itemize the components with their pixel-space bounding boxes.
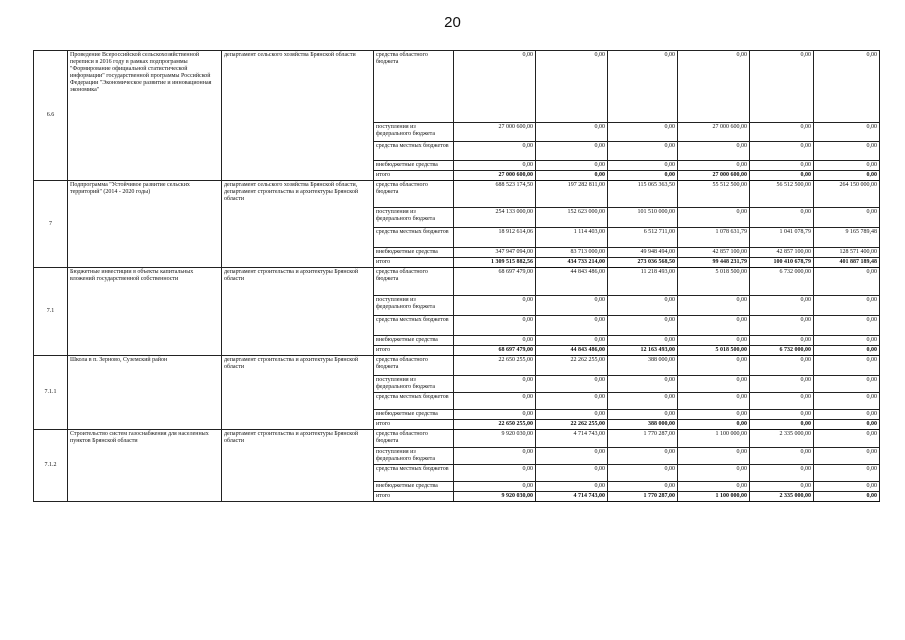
amount-cell: 9 920 030,00: [454, 492, 536, 502]
amount-cell: 0,00: [814, 346, 880, 356]
amount-cell: 42 857 100,00: [678, 248, 750, 258]
amount-cell: 388 000,00: [608, 420, 678, 430]
amount-cell: 0,00: [454, 142, 536, 161]
amount-cell: 56 512 500,00: [750, 181, 814, 208]
amount-cell: 22 650 255,00: [454, 420, 536, 430]
amount-cell: 0,00: [678, 161, 750, 171]
amount-cell: 1 041 078,79: [750, 228, 814, 248]
amount-cell: 44 843 486,00: [536, 268, 608, 296]
amount-cell: 115 065 363,50: [608, 181, 678, 208]
amount-cell: 68 697 479,00: [454, 268, 536, 296]
amount-cell: 0,00: [750, 171, 814, 181]
amount-cell: 0,00: [678, 296, 750, 316]
funding-source-label: внебюджетные средства: [374, 336, 454, 346]
amount-cell: 0,00: [814, 393, 880, 410]
amount-cell: 1 078 631,79: [678, 228, 750, 248]
funding-source-label: внебюджетные средства: [374, 161, 454, 171]
amount-cell: 0,00: [814, 492, 880, 502]
amount-cell: 101 510 000,00: [608, 208, 678, 228]
amount-cell: 0,00: [678, 336, 750, 346]
amount-cell: 0,00: [814, 316, 880, 336]
amount-cell: 0,00: [814, 161, 880, 171]
amount-cell: 1 114 403,00: [536, 228, 608, 248]
amount-cell: 0,00: [608, 296, 678, 316]
amount-cell: 0,00: [750, 356, 814, 376]
amount-cell: 128 571 400,00: [814, 248, 880, 258]
amount-cell: 0,00: [536, 410, 608, 420]
amount-cell: 9 920 030,00: [454, 430, 536, 448]
amount-cell: 0,00: [814, 356, 880, 376]
amount-cell: 0,00: [536, 123, 608, 142]
amount-cell: 4 714 743,00: [536, 492, 608, 502]
amount-cell: 6 732 000,00: [750, 346, 814, 356]
funding-source-label: средства областного бюджета: [374, 430, 454, 448]
amount-cell: 12 163 493,00: [608, 346, 678, 356]
amount-cell: 0,00: [608, 410, 678, 420]
amount-cell: 0,00: [814, 420, 880, 430]
amount-cell: 0,00: [814, 376, 880, 393]
amount-cell: 0,00: [750, 465, 814, 482]
amount-cell: 0,00: [608, 51, 678, 123]
amount-cell: 6 732 000,00: [750, 268, 814, 296]
row-number: 7.1.2: [34, 430, 68, 502]
amount-cell: 0,00: [454, 161, 536, 171]
table-body: [34, 51, 880, 502]
funding-source-label: средства местных бюджетов: [374, 316, 454, 336]
funding-source-label: средства местных бюджетов: [374, 228, 454, 248]
funding-source-label: средства областного бюджета: [374, 268, 454, 296]
amount-cell: 0,00: [750, 161, 814, 171]
amount-cell: 0,00: [678, 448, 750, 465]
funding-source-label: итого: [374, 171, 454, 181]
amount-cell: 0,00: [750, 448, 814, 465]
amount-cell: 0,00: [814, 410, 880, 420]
amount-cell: 0,00: [814, 430, 880, 448]
amount-cell: 2 335 000,00: [750, 430, 814, 448]
funding-source-label: средства местных бюджетов: [374, 393, 454, 410]
amount-cell: 0,00: [678, 356, 750, 376]
funding-source-label: поступления из федерального бюджета: [374, 123, 454, 142]
amount-cell: 0,00: [536, 142, 608, 161]
amount-cell: 264 150 000,00: [814, 181, 880, 208]
amount-cell: 5 018 500,00: [678, 346, 750, 356]
amount-cell: 0,00: [814, 268, 880, 296]
page-number: 20: [444, 14, 461, 31]
amount-cell: 0,00: [536, 161, 608, 171]
funding-source-label: средства областного бюджета: [374, 181, 454, 208]
amount-cell: 1 309 515 882,56: [454, 258, 536, 268]
amount-cell: 0,00: [678, 51, 750, 123]
amount-cell: 0,00: [536, 448, 608, 465]
measure-name: Школа в п. Зерново, Суземский район: [68, 356, 222, 430]
measure-name: Проведение Всероссийской сельскохозяйственной переписи в 2016 году в рамках подпрограммы "Формирование официальной статистической информации" государственной программы Российской Федерации "Экономическое развитие и инновационная экономика": [68, 51, 222, 181]
amount-cell: 0,00: [814, 336, 880, 346]
amount-cell: 688 523 174,50: [454, 181, 536, 208]
funding-source-label: поступления из федерального бюджета: [374, 448, 454, 465]
amount-cell: 0,00: [750, 208, 814, 228]
executor-name: департамент строительства и архитектуры Брянской области: [222, 268, 374, 356]
table-row: [34, 181, 880, 208]
amount-cell: 99 448 231,79: [678, 258, 750, 268]
amount-cell: 347 947 094,00: [454, 248, 536, 258]
amount-cell: 1 770 287,00: [608, 492, 678, 502]
amount-cell: 0,00: [678, 316, 750, 336]
funding-source-label: поступления из федерального бюджета: [374, 296, 454, 316]
amount-cell: 11 218 493,00: [608, 268, 678, 296]
amount-cell: 22 262 255,00: [536, 356, 608, 376]
amount-cell: 0,00: [608, 393, 678, 410]
table-row: [34, 430, 880, 448]
amount-cell: 55 512 500,00: [678, 181, 750, 208]
row-number: 6.6: [34, 51, 68, 181]
amount-cell: 27 000 600,00: [454, 123, 536, 142]
amount-cell: 0,00: [536, 316, 608, 336]
amount-cell: 0,00: [454, 448, 536, 465]
amount-cell: 27 000 600,00: [678, 171, 750, 181]
amount-cell: 0,00: [536, 393, 608, 410]
amount-cell: 0,00: [750, 142, 814, 161]
amount-cell: 273 036 568,50: [608, 258, 678, 268]
amount-cell: 0,00: [814, 296, 880, 316]
amount-cell: 0,00: [608, 465, 678, 482]
executor-name: департамент строительства и архитектуры Брянской области: [222, 356, 374, 430]
amount-cell: 0,00: [608, 142, 678, 161]
amount-cell: 42 857 100,00: [750, 248, 814, 258]
amount-cell: 0,00: [454, 316, 536, 336]
funding-source-label: внебюджетные средства: [374, 248, 454, 258]
amount-cell: 0,00: [454, 482, 536, 492]
row-number: 7.1.1: [34, 356, 68, 430]
amount-cell: 197 282 811,00: [536, 181, 608, 208]
amount-cell: 0,00: [814, 51, 880, 123]
table-row: [34, 268, 880, 296]
amount-cell: 27 000 600,00: [678, 123, 750, 142]
funding-source-label: средства местных бюджетов: [374, 142, 454, 161]
amount-cell: 0,00: [536, 51, 608, 123]
funding-source-label: итого: [374, 420, 454, 430]
funding-source-label: итого: [374, 492, 454, 502]
amount-cell: 0,00: [608, 448, 678, 465]
amount-cell: 0,00: [454, 393, 536, 410]
amount-cell: 1 100 000,00: [678, 430, 750, 448]
funding-source-label: средства областного бюджета: [374, 51, 454, 123]
amount-cell: 0,00: [750, 51, 814, 123]
amount-cell: 0,00: [814, 171, 880, 181]
amount-cell: 0,00: [536, 376, 608, 393]
amount-cell: 0,00: [608, 336, 678, 346]
amount-cell: 6 512 711,00: [608, 228, 678, 248]
funding-source-label: итого: [374, 346, 454, 356]
amount-cell: 0,00: [454, 336, 536, 346]
amount-cell: 68 697 479,00: [454, 346, 536, 356]
amount-cell: 0,00: [454, 51, 536, 123]
amount-cell: 434 733 214,00: [536, 258, 608, 268]
amount-cell: 0,00: [678, 482, 750, 492]
amount-cell: 9 165 789,48: [814, 228, 880, 248]
amount-cell: 49 948 494,00: [608, 248, 678, 258]
amount-cell: 4 714 743,00: [536, 430, 608, 448]
amount-cell: 0,00: [536, 171, 608, 181]
amount-cell: 0,00: [454, 376, 536, 393]
amount-cell: 0,00: [608, 123, 678, 142]
amount-cell: 0,00: [678, 142, 750, 161]
funding-source-label: внебюджетные средства: [374, 410, 454, 420]
amount-cell: 0,00: [750, 482, 814, 492]
amount-cell: 22 650 255,00: [454, 356, 536, 376]
amount-cell: 0,00: [678, 465, 750, 482]
amount-cell: 0,00: [608, 482, 678, 492]
measure-name: Бюджетные инвестиции в объекты капитальных вложений государственной собственности: [68, 268, 222, 356]
amount-cell: 0,00: [536, 296, 608, 316]
amount-cell: 0,00: [608, 161, 678, 171]
amount-cell: 100 410 678,79: [750, 258, 814, 268]
executor-name: департамент сельского хозяйства Брянской области, департамент строительства и архитектуры Брянской области: [222, 181, 374, 268]
executor-name: департамент строительства и архитектуры Брянской области: [222, 430, 374, 502]
amount-cell: 5 018 500,00: [678, 268, 750, 296]
amount-cell: 83 713 000,00: [536, 248, 608, 258]
amount-cell: 0,00: [750, 123, 814, 142]
amount-cell: 0,00: [608, 171, 678, 181]
budget-table: [33, 50, 880, 502]
amount-cell: 152 623 000,00: [536, 208, 608, 228]
row-number: 7.1: [34, 268, 68, 356]
amount-cell: 0,00: [750, 376, 814, 393]
amount-cell: 1 770 287,00: [608, 430, 678, 448]
amount-cell: 0,00: [814, 142, 880, 161]
amount-cell: 0,00: [750, 393, 814, 410]
funding-source-label: итого: [374, 258, 454, 268]
amount-cell: 0,00: [454, 410, 536, 420]
amount-cell: 0,00: [608, 316, 678, 336]
amount-cell: 0,00: [678, 420, 750, 430]
amount-cell: 22 262 255,00: [536, 420, 608, 430]
executor-name: департамент сельского хозяйства Брянской области: [222, 51, 374, 181]
amount-cell: 0,00: [678, 393, 750, 410]
funding-source-label: средства местных бюджетов: [374, 465, 454, 482]
amount-cell: 0,00: [454, 465, 536, 482]
amount-cell: 0,00: [678, 208, 750, 228]
table-row: [34, 356, 880, 376]
amount-cell: 0,00: [454, 296, 536, 316]
funding-source-label: внебюджетные средства: [374, 482, 454, 492]
amount-cell: 0,00: [750, 296, 814, 316]
amount-cell: 0,00: [536, 336, 608, 346]
funding-source-label: поступления из федерального бюджета: [374, 208, 454, 228]
amount-cell: 0,00: [814, 448, 880, 465]
funding-source-label: средства областного бюджета: [374, 356, 454, 376]
amount-cell: 401 887 189,48: [814, 258, 880, 268]
measure-name: Подпрограмма "Устойчивое развитие сельских территорий" (2014 - 2020 годы): [68, 181, 222, 268]
amount-cell: 1 100 000,00: [678, 492, 750, 502]
amount-cell: 0,00: [678, 376, 750, 393]
amount-cell: 388 000,00: [608, 356, 678, 376]
table-row: [34, 51, 880, 123]
amount-cell: 0,00: [750, 336, 814, 346]
amount-cell: 254 133 000,00: [454, 208, 536, 228]
amount-cell: 0,00: [750, 316, 814, 336]
amount-cell: 0,00: [536, 465, 608, 482]
amount-cell: 0,00: [750, 410, 814, 420]
amount-cell: 2 335 000,00: [750, 492, 814, 502]
funding-source-label: поступления из федерального бюджета: [374, 376, 454, 393]
amount-cell: 18 912 614,06: [454, 228, 536, 248]
amount-cell: 0,00: [814, 465, 880, 482]
measure-name: Строительство систем газоснабжения для населенных пунктов Брянской области: [68, 430, 222, 502]
amount-cell: 0,00: [608, 376, 678, 393]
row-number: 7: [34, 181, 68, 268]
amount-cell: 27 000 600,00: [454, 171, 536, 181]
amount-cell: 0,00: [814, 208, 880, 228]
amount-cell: 0,00: [814, 123, 880, 142]
amount-cell: 0,00: [750, 420, 814, 430]
amount-cell: 0,00: [536, 482, 608, 492]
amount-cell: 44 843 486,00: [536, 346, 608, 356]
amount-cell: 0,00: [814, 482, 880, 492]
amount-cell: 0,00: [678, 410, 750, 420]
